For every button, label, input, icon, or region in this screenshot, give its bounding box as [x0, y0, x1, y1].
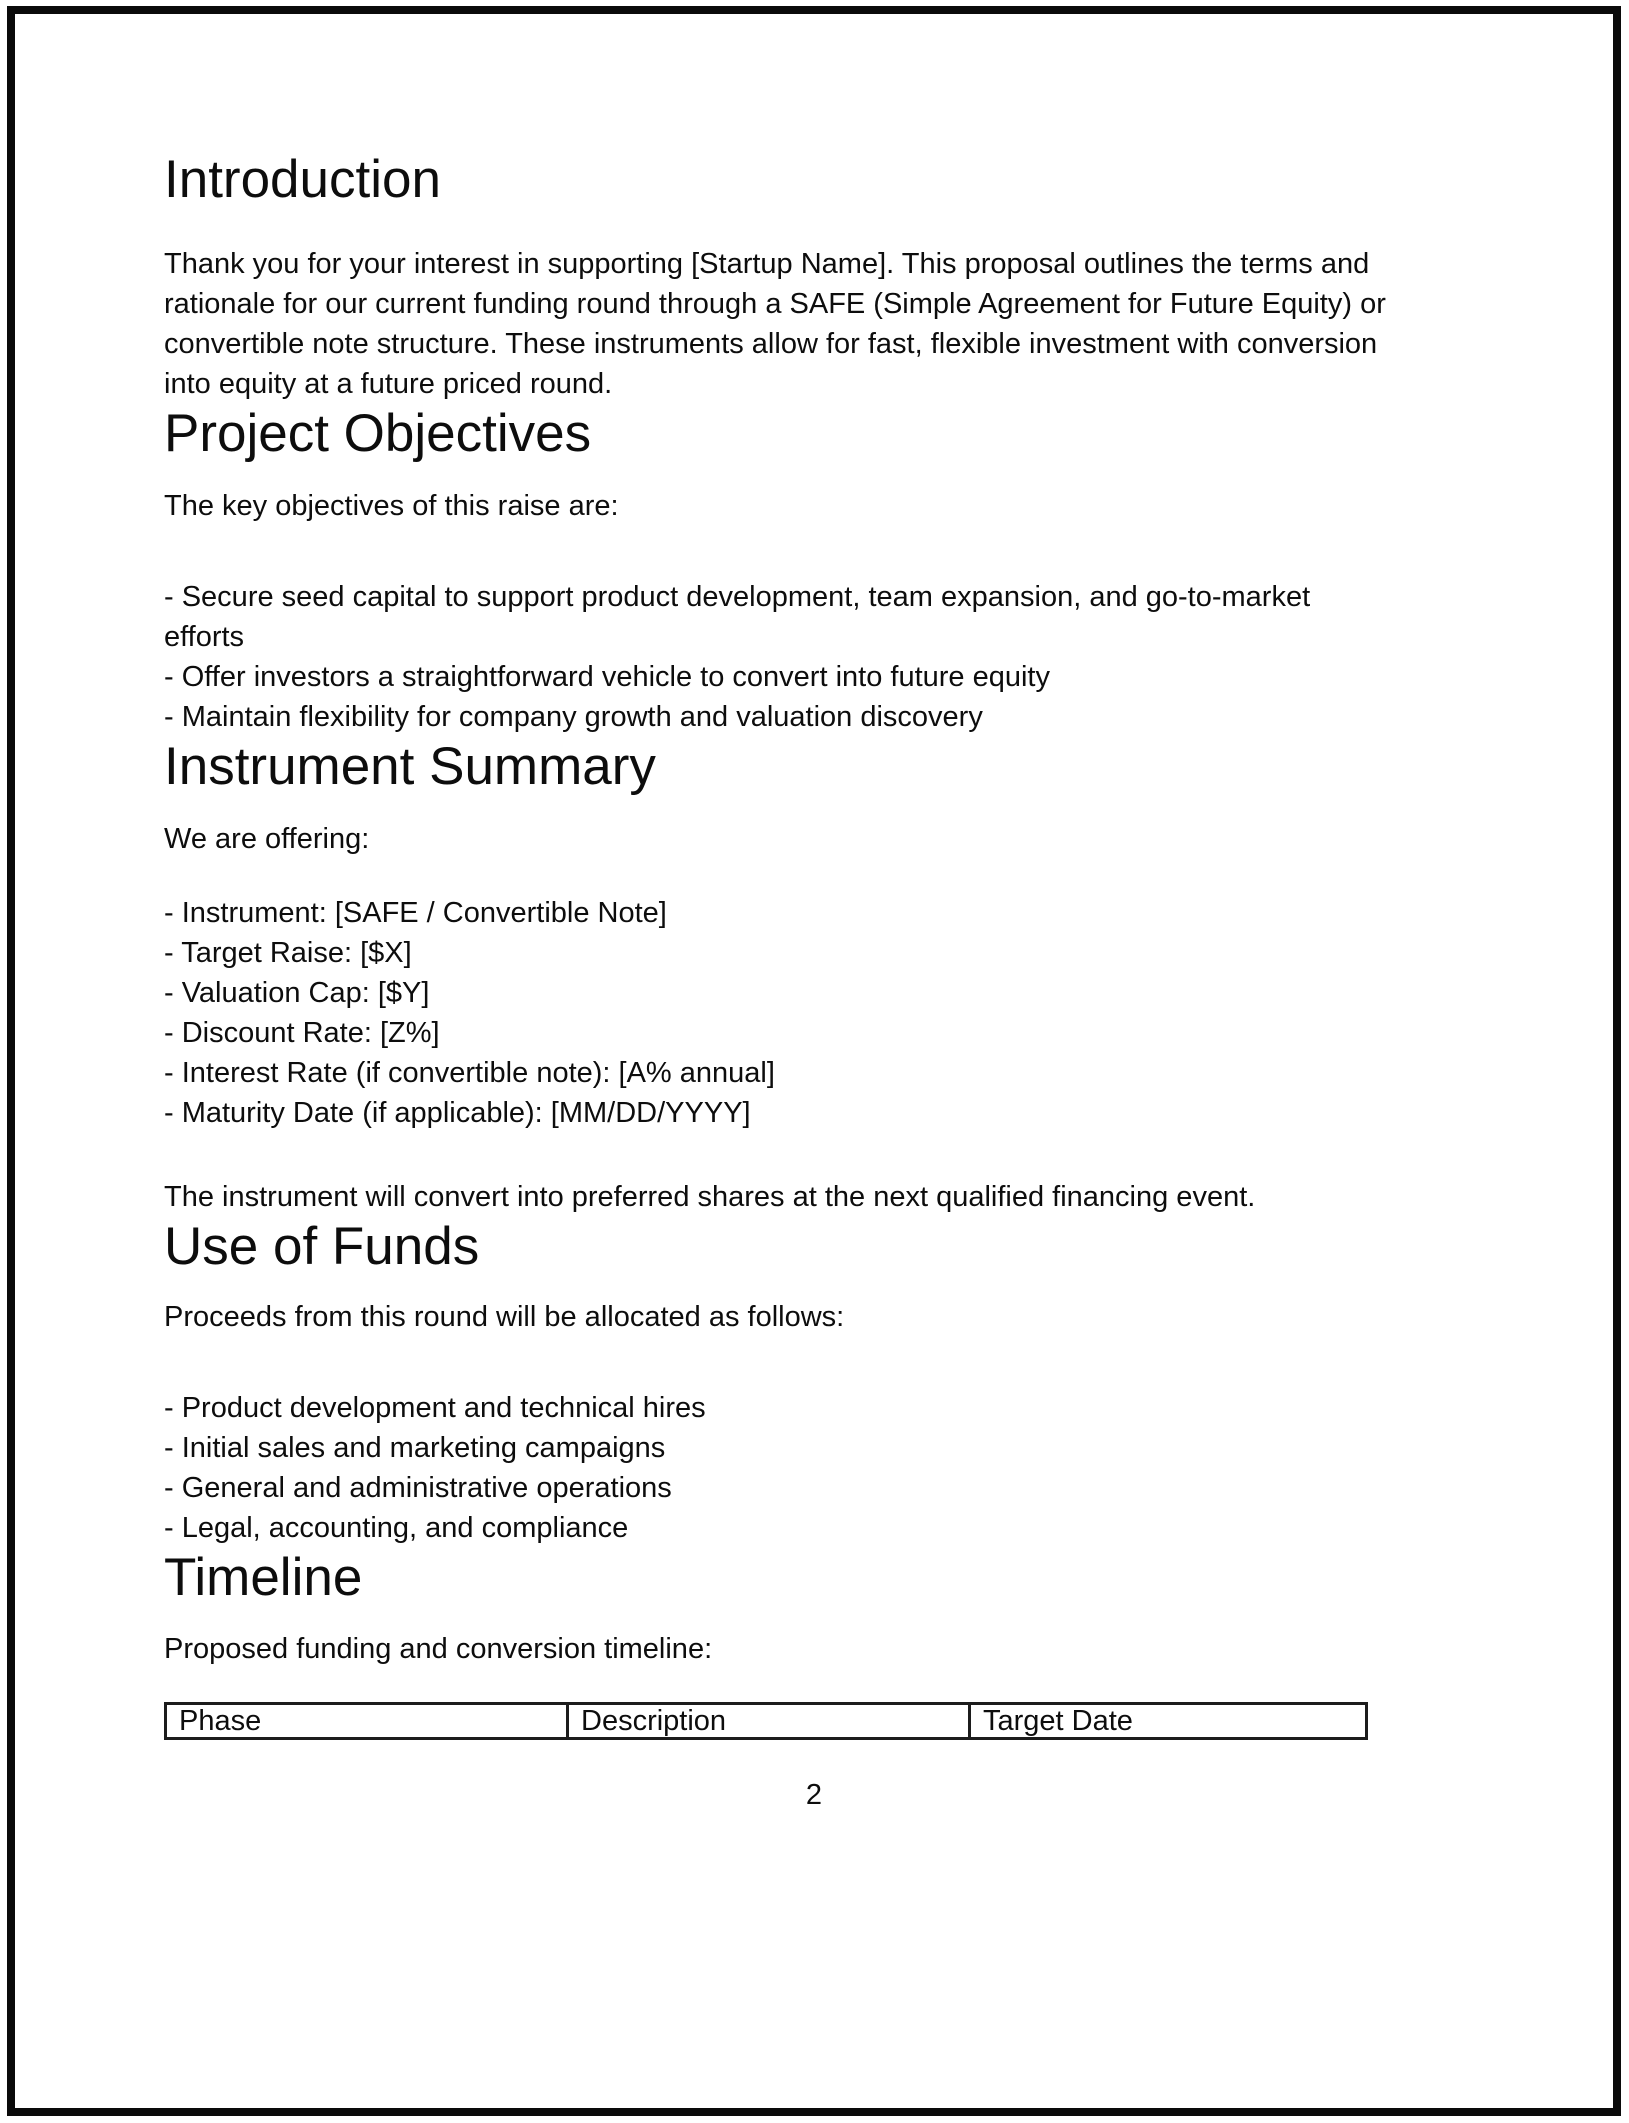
instrument-note-line: The instrument will convert into preferred shares at the next qualified financing event. — [164, 1181, 1256, 1213]
objectives-list-line: - Secure seed capital to support product development, team expansion, and go-to-market — [164, 581, 1311, 613]
timeline-intro-line: Proposed funding and conversion timeline: — [164, 1633, 713, 1665]
section-heading-use-of-funds: Use of Funds — [164, 1217, 480, 1276]
timeline-table-header-target-date: Target Date — [970, 1704, 1367, 1739]
section-heading-timeline: Timeline — [164, 1548, 363, 1607]
instrument-list-line: - Instrument: [SAFE / Convertible Note] — [164, 897, 667, 929]
instrument-list-line: - Discount Rate: [Z%] — [164, 1017, 440, 1049]
objectives-list — [164, 577, 1464, 737]
section-heading-instrument-summary: Instrument Summary — [164, 737, 656, 796]
timeline-table-header-row — [166, 1704, 1367, 1739]
section-heading-introduction: Introduction — [164, 150, 441, 209]
timeline-table — [164, 1702, 1368, 1740]
objectives-list-line: - Maintain flexibility for company growth and valuation discovery — [164, 701, 983, 733]
section-heading-project-objectives: Project Objectives — [164, 404, 592, 463]
funds-list-line: - Legal, accounting, and compliance — [164, 1512, 629, 1544]
funds-list-line: - Product development and technical hires — [164, 1392, 706, 1424]
instrument-intro-line: We are offering: — [164, 823, 370, 855]
instrument-list-line: - Maturity Date (if applicable): [MM/DD/YYYY] — [164, 1097, 751, 1129]
timeline-table-header-phase: Phase — [166, 1704, 568, 1739]
intro-paragraph-line: Thank you for your interest in supporting [Startup Name]. This proposal outlines the terms and — [164, 248, 1370, 280]
instrument-list-line: - Interest Rate (if convertible note): [A% annual] — [164, 1057, 775, 1089]
page-number: 2 — [805, 1779, 823, 1811]
timeline-table-header-description: Description — [568, 1704, 970, 1739]
instrument-list — [164, 893, 1464, 1133]
funds-list-line: - General and administrative operations — [164, 1472, 672, 1504]
intro-paragraph-line: convertible note structure. These instruments allow for fast, flexible investment with conversion — [164, 328, 1378, 360]
objectives-list-line: efforts — [164, 621, 245, 653]
funds-list-line: - Initial sales and marketing campaigns — [164, 1432, 666, 1464]
intro-paragraph-line: into equity at a future priced round. — [164, 368, 613, 400]
page-content — [164, 0, 1464, 1812]
funds-intro-line: Proceeds from this round will be allocated as follows: — [164, 1301, 845, 1333]
funds-list — [164, 1388, 1464, 1548]
instrument-list-line: - Target Raise: [$X] — [164, 937, 412, 969]
objectives-intro-line: The key objectives of this raise are: — [164, 490, 619, 522]
instrument-list-line: - Valuation Cap: [$Y] — [164, 977, 430, 1009]
objectives-list-line: - Offer investors a straightforward vehicle to convert into future equity — [164, 661, 1050, 693]
intro-paragraph-line: rationale for our current funding round through a SAFE (Simple Agreement for Future Equity) or — [164, 288, 1386, 320]
intro-paragraph — [164, 244, 1464, 404]
